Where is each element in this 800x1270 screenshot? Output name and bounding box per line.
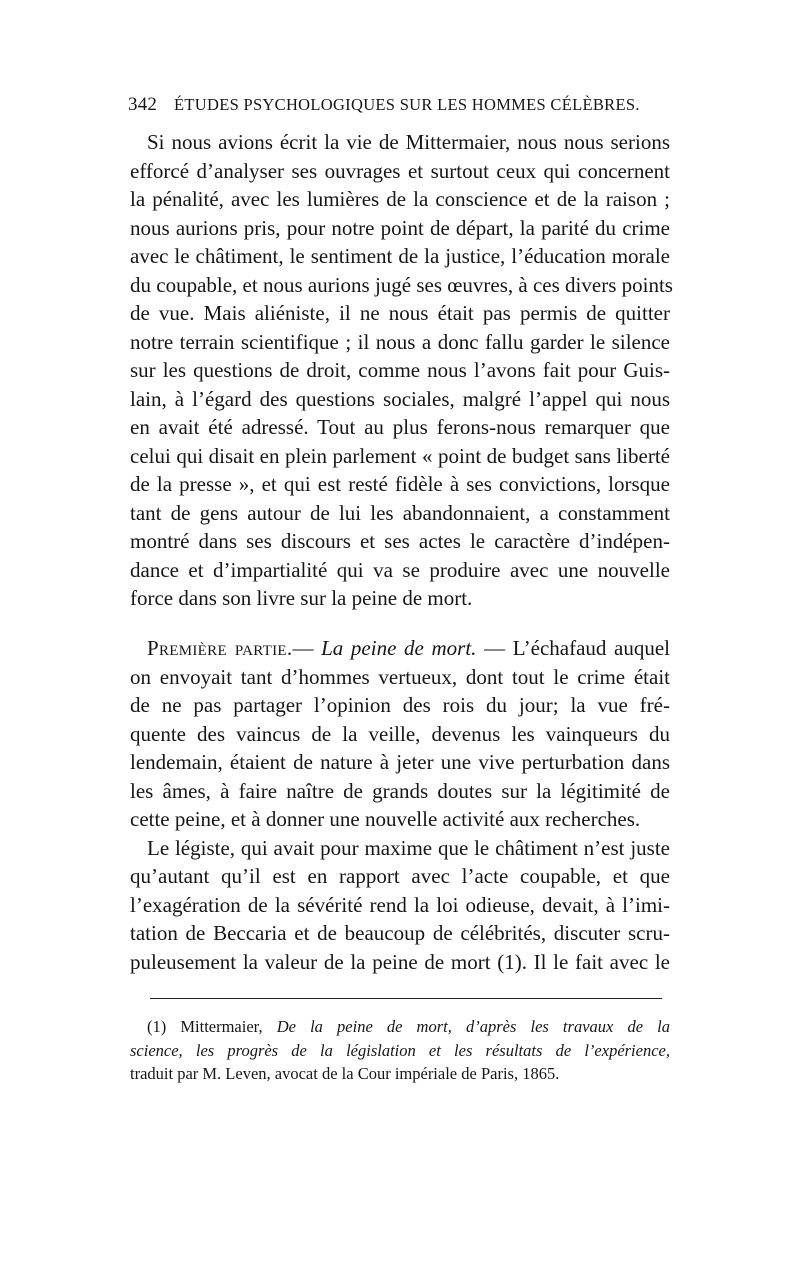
paragraph-1-line: dance et d’impartialité qui va se produire avec une nouvelle: [130, 558, 670, 582]
paragraph-1-line: notre terrain scientifique ; il nous a donc fallu garder le silence: [130, 330, 670, 354]
page-number: 342: [128, 94, 158, 115]
footnote-line: traduit par M. Leven, avocat de la Cour impériale de Paris, 1865.: [130, 1064, 560, 1083]
paragraph-1-line: efforcé d’analyser ses ouvrages et surtout ceux qui concernent: [130, 159, 670, 183]
paragraph-1-line: de la presse », et qui est resté fidèle à ses convictions, lorsque: [130, 472, 670, 496]
paragraph-3-line: puleusement la valeur de la peine de mort (1). Il le fait avec le: [130, 950, 670, 974]
page-header: [128, 94, 668, 118]
paragraph-3-line: tation de Beccaria et de beaucoup de célébrités, discuter scru-: [130, 921, 670, 945]
footnote-title: De la peine de mort,: [276, 1017, 452, 1036]
heading-line-rest: — L’échafaud auquel: [476, 636, 671, 660]
paragraph-1-line: avec le châtiment, le sentiment de la justice, l’éducation morale: [130, 244, 670, 268]
paragraph-1-line: lain, à l’égard des questions sociales, malgré l’appel qui nous: [130, 387, 670, 411]
paragraph-3-line: l’exagération de la sévérité rend la loi odieuse, devait, à l’imi-: [130, 893, 670, 917]
paragraph-1-line: du coupable, et nous aurions jugé ses œuvres, à ces divers points: [130, 273, 673, 297]
paragraph-2-line: quente des vaincus de la veille, devenus les vainqueurs du: [130, 722, 670, 746]
paragraph-1-line: tant de gens autour de lui les abandonnaient, a constamment: [130, 501, 670, 525]
paragraph-1-line: la pénalité, avec les lumières de la conscience et de la raison ;: [130, 187, 670, 211]
footnote-rule: [150, 998, 662, 999]
paragraph-2-line: les âmes, à faire naître de grands doutes sur la légitimité de: [130, 779, 670, 803]
paragraph-2-line: on envoyait tant d’hommes vertueux, dont tout le crime était: [130, 665, 670, 689]
paragraph-3-line: Le légiste, qui avait pour maxime que le châtiment n’est juste: [147, 836, 670, 860]
section-heading: Première partie.: [147, 636, 293, 660]
footnote-line: [147, 1016, 670, 1038]
paragraph-2-line: de ne pas partager l’opinion des rois du jour; la vue fré-: [130, 693, 670, 717]
paragraph-1-line: nous aurions pris, pour notre point de départ, la parité du crime: [130, 216, 670, 240]
paragraph-1-line: en avait été adressé. Tout au plus ferons-nous remarquer que: [130, 415, 670, 439]
footnote-title-cont: d’après les travaux de la: [451, 1017, 670, 1036]
paragraph-1-last-line: force dans son livre sur la peine de mort.: [130, 586, 473, 610]
paragraph-1-line: Si nous avions écrit la vie de Mittermaier, nous nous serions: [147, 130, 670, 154]
section-heading-line: [147, 634, 670, 662]
section-title: La peine de mort.: [321, 636, 477, 660]
paragraph-1-line: montré dans ses discours et ses actes le caractère d’indépen-: [130, 529, 670, 553]
paragraph-3-line: qu’autant qu’il est en rapport avec l’acte coupable, et que: [130, 864, 670, 888]
paragraph-1-line: sur les questions de droit, comme nous l’avons fait pour Guis-: [130, 358, 670, 382]
footnote-marker: (1) Mittermaier,: [147, 1017, 277, 1036]
paragraph-1-line: celui qui disait en plein parlement « point de budget sans liberté: [130, 444, 670, 468]
running-title: ÉTUDES PSYCHOLOGIQUES SUR LES HOMMES CÉLÈBRES.: [174, 95, 640, 114]
footnote-line: science, les progrès de la législation et les résultats de l’expérience,: [130, 1041, 670, 1060]
paragraph-2-last-line: cette peine, et à donner une nouvelle activité aux recherches.: [130, 807, 641, 831]
paragraph-2-line: lendemain, étaient de nature à jeter une vive perturbation dans: [130, 750, 670, 774]
paragraph-1-line: de vue. Mais aliéniste, il ne nous était pas permis de quitter: [130, 301, 670, 325]
heading-dash: —: [292, 636, 322, 660]
